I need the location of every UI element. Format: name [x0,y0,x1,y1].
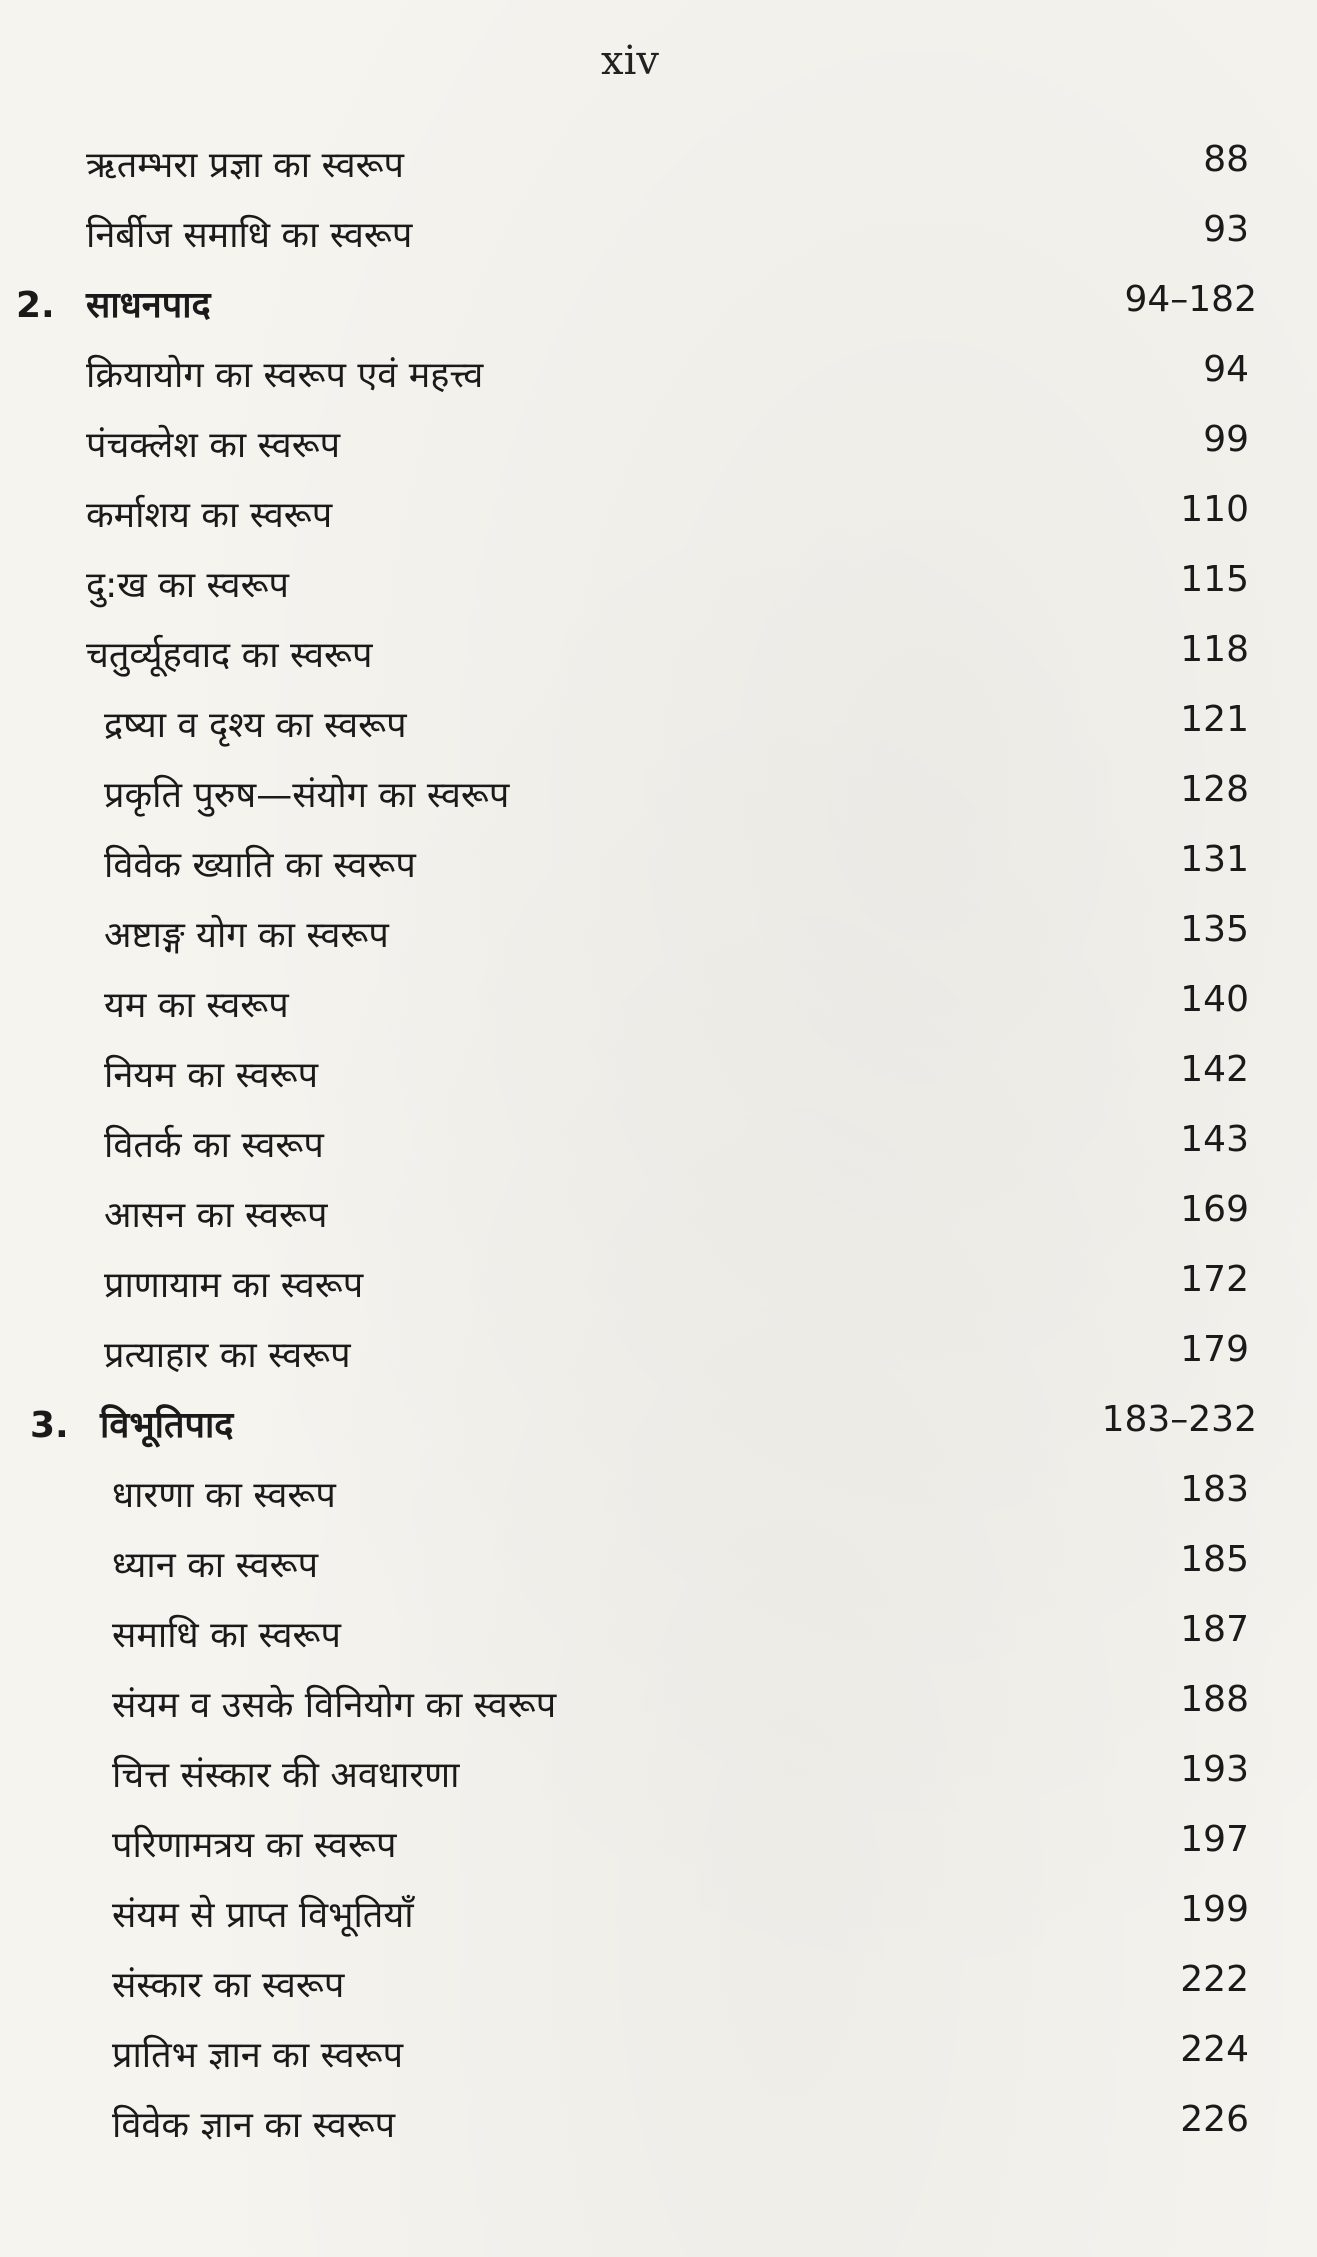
toc-entry [0,1605,1317,1675]
toc-entry-page: 115 [1180,559,1249,600]
toc-entry [0,1185,1317,1255]
toc-entry-page: 193 [1180,1749,1249,1790]
toc-entry [0,415,1317,485]
toc-entry-page: 169 [1180,1189,1249,1230]
toc-entry-title: क्रियायोग का स्वरूप एवं महत्त्व [86,355,484,396]
toc-entry-title: चित्त संस्कार की अवधारणा [112,1755,460,1796]
toc-entry-title: प्रत्याहार का स्वरूप [104,1335,351,1376]
toc-entry-title: समाधि का स्वरूप [112,1615,341,1656]
toc-entry [0,1325,1317,1395]
toc-entry [0,625,1317,695]
toc-entry-page: 94 [1203,349,1249,390]
toc-entry-page: 172 [1180,1259,1249,1300]
toc-entry [0,1255,1317,1325]
toc-entry [0,555,1317,625]
toc-entry-page: 187 [1180,1609,1249,1650]
toc-entry-title: ऋतम्भरा प्रज्ञा का स्वरूप [86,145,405,186]
toc-entry-title: कर्माशय का स्वरूप [86,495,333,536]
toc-entry-page: 185 [1180,1539,1249,1580]
toc-entry-page: 128 [1180,769,1249,810]
toc-entry-page: 197 [1180,1819,1249,1860]
toc-entry-page: 118 [1180,629,1249,670]
toc-entry-page: 140 [1180,979,1249,1020]
toc-entry-page: 93 [1203,209,1249,250]
toc-entry-title: प्राणायाम का स्वरूप [104,1265,364,1306]
page-number: xiv [601,38,659,84]
toc-entry [0,1955,1317,2025]
toc-section-title: विभूतिपाद [100,1405,234,1446]
toc-entry-page: 199 [1180,1889,1249,1930]
toc-entry-title: यम का स्वरूप [104,985,289,1026]
toc-entry-page: 188 [1180,1679,1249,1720]
toc-entry [0,1815,1317,1885]
toc-entry [0,765,1317,835]
toc-entry-page: 142 [1180,1049,1249,1090]
toc-entry-title: संयम व उसके विनियोग का स्वरूप [112,1685,557,1726]
toc-entry-title: द्रष्या व दृश्य का स्वरूप [104,705,407,746]
toc-entry-title: संस्कार का स्वरूप [112,1965,345,2006]
toc-section-number: 2. [16,285,55,326]
toc-entry-page: 179 [1180,1329,1249,1370]
toc-entry-title: पंचक्लेश का स्वरूप [86,425,341,466]
toc-entry [0,695,1317,765]
toc-entry [0,205,1317,275]
toc-entry [0,1465,1317,1535]
toc-entry [0,2025,1317,2095]
toc-entry [0,1885,1317,1955]
toc-entry-page: 135 [1180,909,1249,950]
toc-entry [0,345,1317,415]
toc-entry-page: 88 [1203,139,1249,180]
toc-entry-page: 226 [1180,2099,1249,2140]
toc-entry-page: 131 [1180,839,1249,880]
toc-entry-title: विवेक ज्ञान का स्वरूप [112,2105,396,2146]
toc-entry-title: प्रातिभ ज्ञान का स्वरूप [112,2035,404,2076]
toc-entry-page: 99 [1203,419,1249,460]
toc-entry-title: विवेक ख्याति का स्वरूप [104,845,416,886]
toc-section-number: 3. [30,1405,69,1446]
toc-entry-title: नियम का स्वरूप [104,1055,319,1096]
toc-entry [0,835,1317,905]
toc-entry [0,1675,1317,1745]
toc-entry-page: 224 [1180,2029,1249,2070]
toc-section-title-wrap [30,1399,233,1448]
toc-entry-title: संयम से प्राप्त विभूतियाँ [112,1895,414,1936]
toc-entry-title: चतुर्व्यूहवाद का स्वरूप [86,635,373,676]
table-of-contents [0,135,1317,2165]
toc-section-heading [0,275,1317,345]
toc-entry-title: ध्यान का स्वरूप [112,1545,319,1586]
toc-entry-title: अष्टाङ्ग योग का स्वरूप [104,915,389,956]
toc-entry-title: धारणा का स्वरूप [112,1475,336,1516]
toc-entry [0,485,1317,555]
toc-entry-title: परिणामत्रय का स्वरूप [112,1825,397,1866]
toc-section-page-range: 183–232 [1101,1399,1257,1440]
toc-entry-page: 121 [1180,699,1249,740]
toc-entry-title: वितर्क का स्वरूप [104,1125,324,1166]
toc-entry-page: 143 [1180,1119,1249,1160]
toc-entry-page: 183 [1180,1469,1249,1510]
toc-section-page-range: 94–182 [1124,279,1257,320]
toc-entry [0,1745,1317,1815]
toc-entry-page: 110 [1180,489,1249,530]
toc-entry-title: प्रकृति पुरुष—संयोग का स्वरूप [104,775,510,816]
toc-section-title-wrap [16,279,211,328]
toc-entry-title: आसन का स्वरूप [104,1195,328,1236]
toc-entry [0,975,1317,1045]
toc-entry [0,1045,1317,1115]
toc-entry [0,135,1317,205]
toc-entry-page: 222 [1180,1959,1249,2000]
toc-entry [0,1115,1317,1185]
toc-entry-title: निर्बीज समाधि का स्वरूप [86,215,413,256]
toc-section-heading [0,1395,1317,1465]
toc-entry [0,905,1317,975]
toc-section-title: साधनपाद [86,285,211,326]
toc-entry [0,1535,1317,1605]
toc-entry [0,2095,1317,2165]
toc-entry-title: दु:ख का स्वरूप [86,565,289,606]
